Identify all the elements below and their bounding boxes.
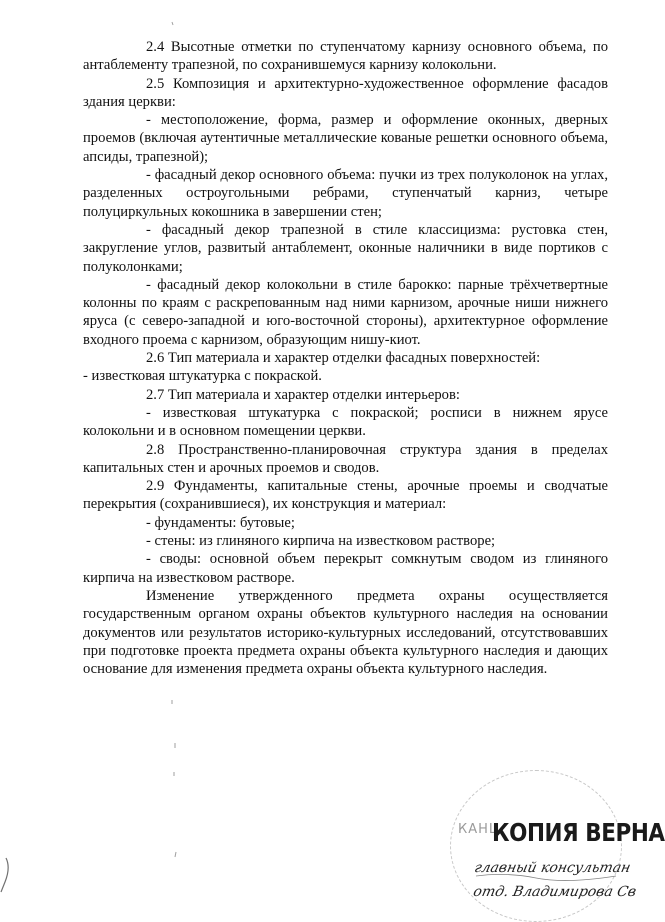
document-body [83, 38, 608, 678]
paragraph-2-7: 2.7 Тип материала и характер отделки интерьеров: [146, 386, 460, 403]
handwritten-signature [472, 852, 647, 907]
signature-line-2: отд. Владимирова Св [471, 884, 638, 900]
list-item-windows: - местоположение, форма, размер и оформление оконных, дверных проемов (включая аутентичные металлические кованые решетки основного объема, апсиды, трапезной); [83, 112, 608, 165]
seal-faint-text: КАНЦ [458, 822, 500, 837]
paragraph-change-procedure: Изменение утвержденного предмета охраны осуществляется государственным органом охраны объектов культурного наследия на основании документов или результатов историко-культурных исследований, отсутствовавших при подготовке проекта предмета охраны объекта культурного наследия и дающих основание для изменения предмета охраны объекта культурного наследия. [83, 587, 608, 678]
signature-line-1: главный консультан [472, 860, 633, 876]
certification-stamp [430, 760, 665, 905]
paragraph-2-8: 2.8 Пространственно-планировочная структура здания в пределах капитальных стен и арочных проемов и сводов. [83, 441, 608, 476]
paragraph-2-9: 2.9 Фундаменты, капитальные стены, арочные проемы и сводчатые перекрытия (сохранившиеся), их конструкция и материал: [83, 478, 608, 513]
paragraph-2-5: 2.5 Композиция и архитектурно-художественное оформление фасадов здания церкви: [83, 75, 608, 110]
list-item-walls: - стены: из глиняного кирпича на известковом растворе; [146, 533, 496, 550]
list-item-vaults: - своды: основной объем перекрыт сомкнутым сводом из глиняного кирпича на известковом растворе. [83, 551, 608, 586]
copy-true-stamp: КОПИЯ ВЕРНА [492, 818, 665, 847]
list-item-belltower-decor: - фасадный декор колокольни в стиле барокко: парные трёхчетвертные колонны по краям с раскрепованным над ними карнизом, арочные ниши нижнего яруса (с северо-западной и юго-восточной стороны), архитектурное оформление входного проема с карнизом, образующим нишу-киот. [83, 276, 608, 348]
list-item-refectory-decor: - фасадный декор трапезной в стиле классицизма: рустовка стен, закругление углов, развитый антаблемент, оконные наличники в виде портиков с полуколонками; [83, 221, 608, 275]
paragraph-2-4: 2.4 Высотные отметки по ступенчатому карнизу основного объема, по антаблементу трапезной, по сохранившемуся карнизу колокольни. [83, 39, 608, 74]
list-item-facade-plaster: - известковая штукатурка с покраской. [83, 368, 322, 385]
list-item-main-decor: - фасадный декор основного объема: пучки из трех полуколонок на углах, разделенных остроугольными ребрами, ступенчатый карниз, четыре полуциркульных кокошника в завершении стен; [83, 167, 608, 220]
list-item-foundations: - фундаменты: бутовые; [146, 514, 295, 531]
paragraph-2-6: 2.6 Тип материала и характер отделки фасадных поверхностей: [146, 350, 541, 367]
list-item-interior-plaster: - известковая штукатурка с покраской; росписи в нижнем ярусе колокольни и в основном помещении церкви. [83, 404, 608, 440]
